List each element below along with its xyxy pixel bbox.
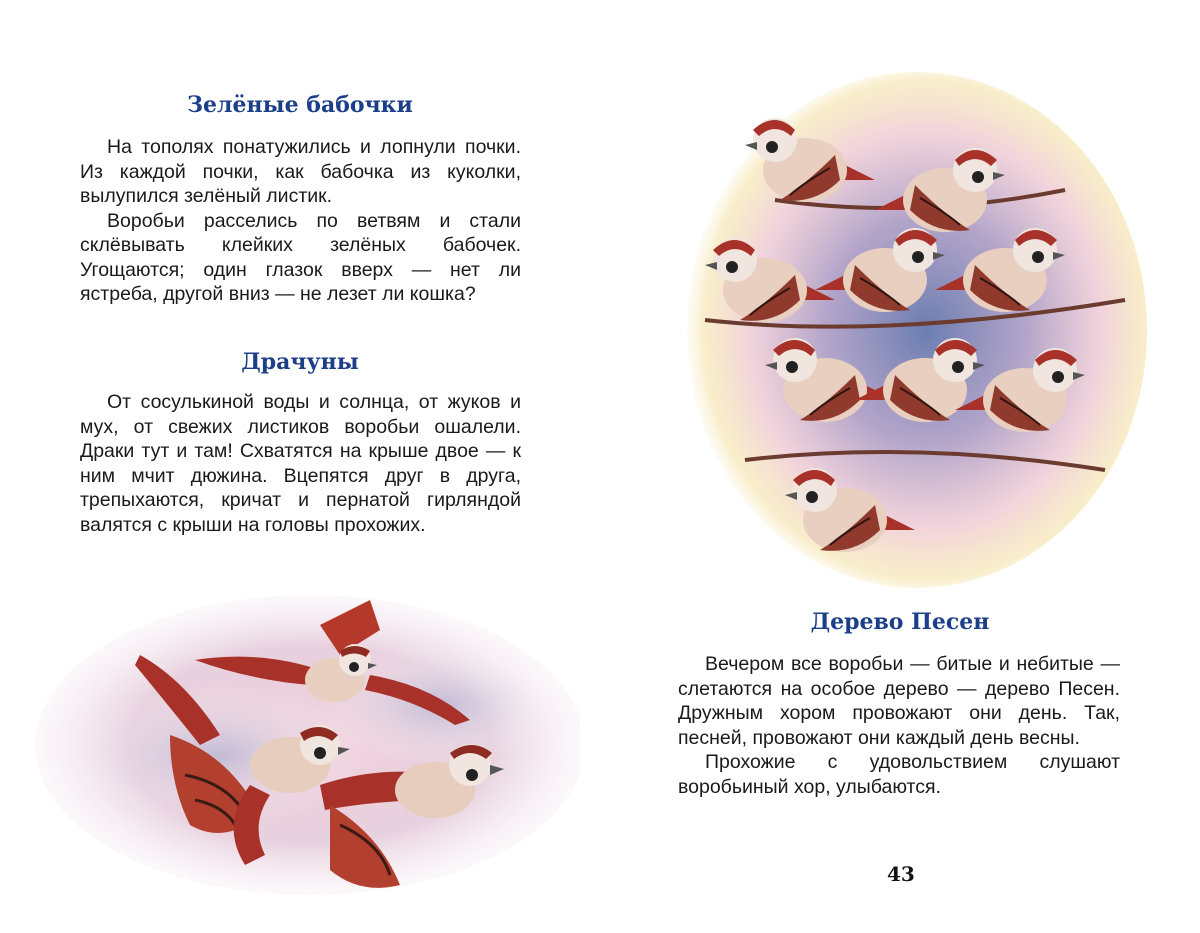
story-paragraph: Вечером все воробьи — битые и небитые — слетаются на особое дерево — дерево Песен. Дружным хором провожают они день. Так, песней, провожают они каждый день весны.	[678, 653, 1120, 749]
story-paragraph: Прохожие с удовольствием слушают воробьиный хор, улыбаются.	[678, 751, 1120, 798]
sparrow-flock-svg	[685, 70, 1150, 590]
fighting-sparrows-svg	[20, 585, 580, 905]
story-title-tree-of-songs: Дерево Песен	[810, 609, 990, 635]
story-title-brawlers: Драчуны	[241, 349, 359, 375]
illustration-fighting-sparrows	[20, 585, 580, 905]
right-page	[600, 0, 1200, 933]
story-paragraph: От сосулькиной воды и солнца, от жуков и мух, от свежих листиков воробьи ошалели. Драки тут и там! Схватятся на крыше двое — к ним мчит дюжина. Вцепятся друг в друга, трепыхаются, кричат и пернатой гирляндой валятся с крыши на головы прохожих.	[80, 391, 521, 536]
page-number: 43	[887, 862, 915, 886]
story-tree-of-songs	[678, 652, 1120, 799]
story-title-green-butterflies: Зелёные бабочки	[187, 92, 413, 118]
story-brawlers	[80, 390, 521, 537]
story-paragraph: На тополях понатужились и лопнули почки. Из каждой почки, как бабочка из куколки, вылупился зелёный листик.	[80, 136, 521, 207]
story-green-butterflies	[80, 135, 521, 307]
illustration-sparrow-flock	[685, 70, 1150, 590]
story-paragraph: Воробьи расселись по ветвям и стали склёвывать клейких зелёных бабочек. Угощаются; один глазок вверх — нет ли ястреба, другой вниз — не лезет ли кошка?	[80, 209, 521, 305]
